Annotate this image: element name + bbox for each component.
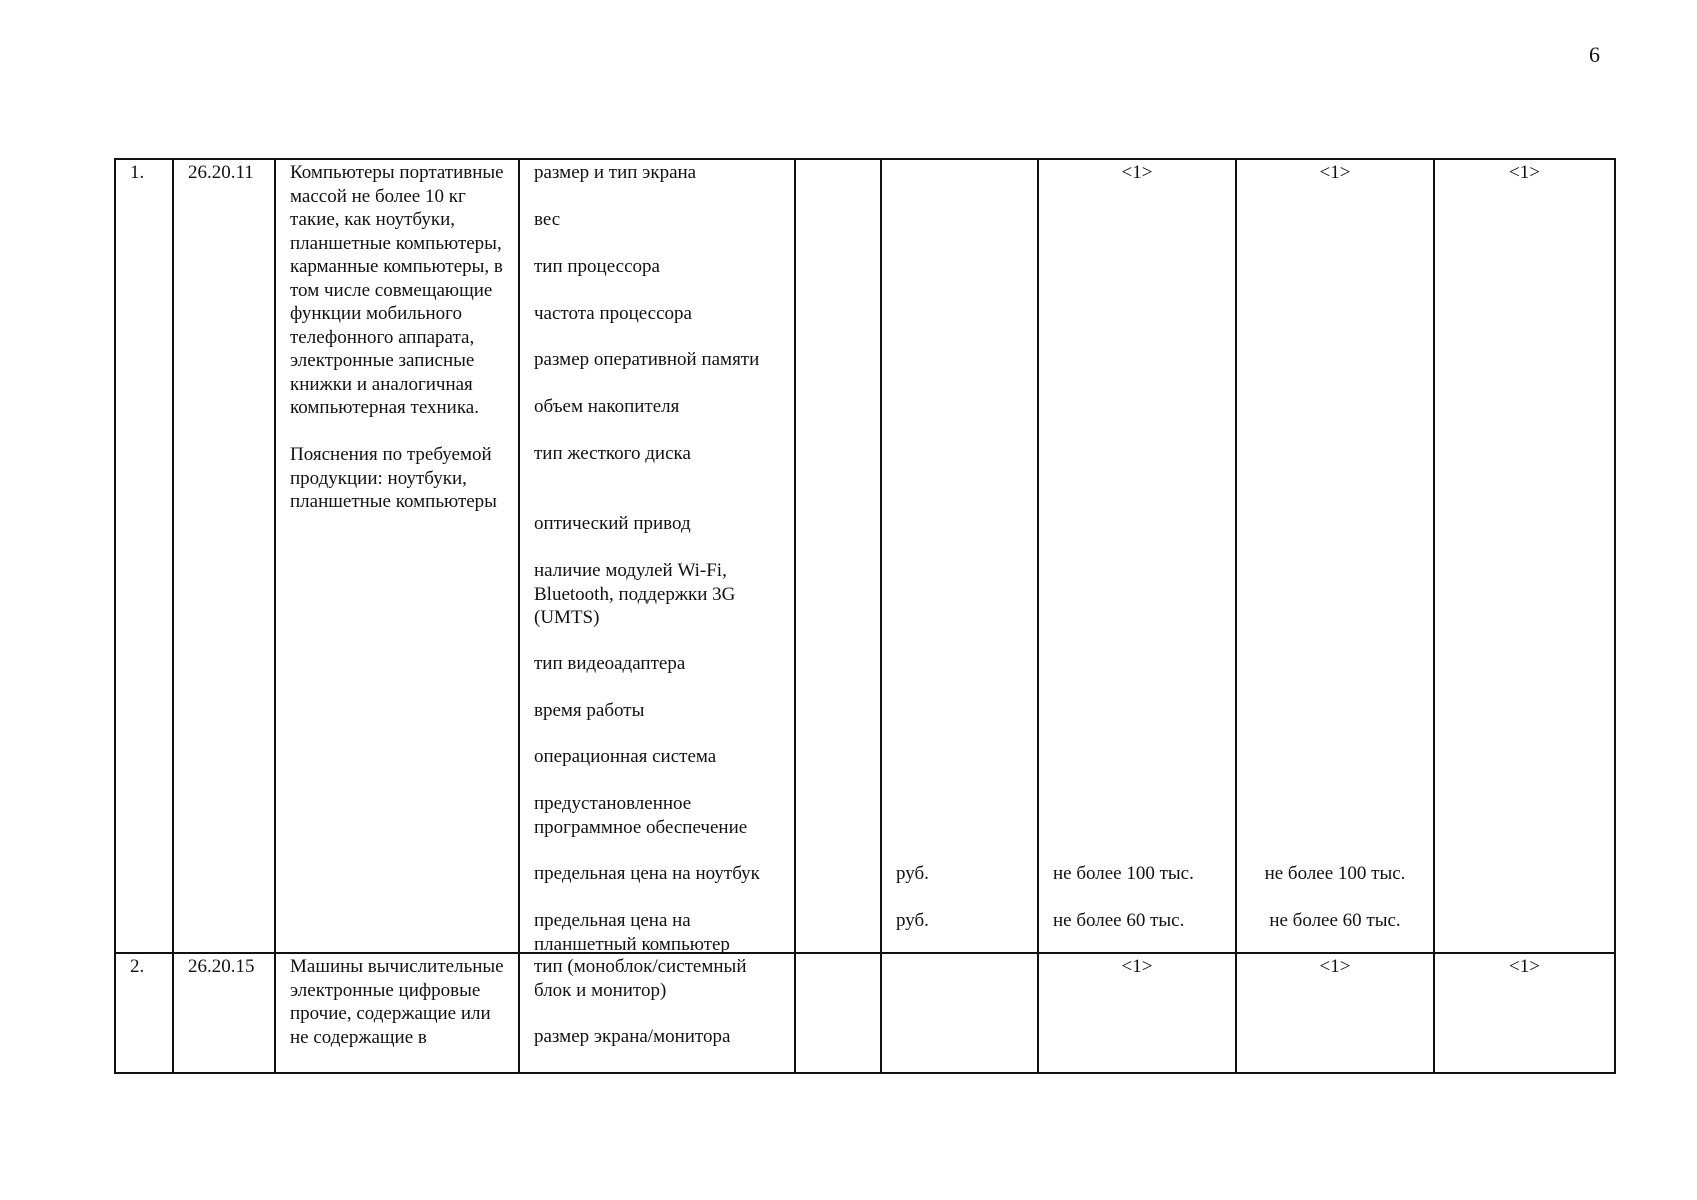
- footnote-ref: <1>: [1319, 956, 1351, 977]
- table-row: [115, 953, 1615, 1073]
- characteristics-cell: [519, 159, 795, 953]
- unit-tablet: руб.: [896, 910, 929, 931]
- characteristic-item: объем накопителя: [534, 396, 680, 417]
- price-limit-notebook: не более 100 тыс.: [1264, 863, 1406, 884]
- footnote-ref: <1>: [1509, 956, 1540, 977]
- footnote-ref: <1>: [1509, 162, 1540, 183]
- value-cell-col9: [1434, 953, 1615, 1073]
- row-number-cell: [115, 159, 173, 953]
- unit-cell: [881, 953, 1038, 1073]
- characteristic-item: тип (моноблок/системный блок и монитор): [534, 956, 747, 1001]
- empty-cell: [795, 159, 881, 953]
- characteristic-item: наличие модулей Wi-Fi, Bluetooth, поддержки 3G (UMTS): [534, 560, 736, 628]
- characteristic-item: время работы: [534, 700, 645, 721]
- okpd-code-cell: [173, 953, 275, 1073]
- characteristics-cell: [519, 953, 795, 1073]
- characteristic-item: тип жесткого диска: [534, 443, 691, 464]
- value-cell-col7: [1038, 159, 1236, 953]
- characteristic-item: предельная цена на ноутбук: [534, 863, 760, 884]
- okpd-code: 26.20.15: [188, 956, 255, 977]
- characteristic-item: предустановленное программное обеспечение: [534, 793, 748, 838]
- characteristic-item: предельная цена на планшетный компьютер: [534, 910, 730, 955]
- price-limit-tablet: не более 60 тыс.: [1269, 910, 1401, 931]
- footnote-ref: <1>: [1121, 956, 1153, 977]
- characteristic-item: размер и тип экрана: [534, 162, 697, 183]
- value-cell-col8: [1236, 159, 1434, 953]
- requirements-table: [114, 158, 1616, 1074]
- value-cell-col8: [1236, 953, 1434, 1073]
- row-number-cell: [115, 953, 173, 1073]
- okpd-code: 26.20.11: [188, 162, 254, 183]
- unit-cell: [881, 159, 1038, 953]
- product-name: Машины вычислительные электронные цифровые прочие, содержащие или не содержащие в: [290, 956, 504, 1048]
- product-note: Пояснения по требуемой продукции: ноутбуки, планшетные компьютеры: [290, 444, 497, 512]
- page-number: 6: [1589, 42, 1600, 67]
- characteristic-item: тип видеоадаптера: [534, 653, 686, 674]
- characteristic-item: размер оперативной памяти: [534, 349, 760, 370]
- product-name-cell: [275, 159, 519, 953]
- characteristic-item: размер экрана/монитора: [534, 1026, 731, 1047]
- empty-cell: [795, 953, 881, 1073]
- price-limit-tablet: не более 60 тыс.: [1053, 910, 1185, 931]
- value-cell-col7: [1038, 953, 1236, 1073]
- table-row: [115, 159, 1615, 953]
- product-name-cell: [275, 953, 519, 1073]
- price-limit-notebook: не более 100 тыс.: [1053, 863, 1194, 884]
- unit-notebook: руб.: [896, 863, 929, 884]
- footnote-ref: <1>: [1319, 162, 1351, 183]
- characteristic-item: тип процессора: [534, 256, 660, 277]
- row-number: 1.: [130, 162, 145, 183]
- characteristic-item: частота процессора: [534, 303, 692, 324]
- characteristic-item: оптический привод: [534, 513, 691, 534]
- characteristic-item: операционная система: [534, 746, 717, 767]
- row-number: 2.: [130, 956, 145, 977]
- value-cell-col9: [1434, 159, 1615, 953]
- product-name: Компьютеры портативные массой не более 10 кг такие, как ноутбуки, планшетные компьютеры, карманные компьютеры, в том числе совмещающие функции мобильного телефонного аппарата, электронные записные книжки и аналогичная компьютерная техника.: [290, 162, 504, 418]
- footnote-ref: <1>: [1121, 162, 1153, 183]
- characteristic-item: вес: [534, 209, 561, 230]
- okpd-code-cell: [173, 159, 275, 953]
